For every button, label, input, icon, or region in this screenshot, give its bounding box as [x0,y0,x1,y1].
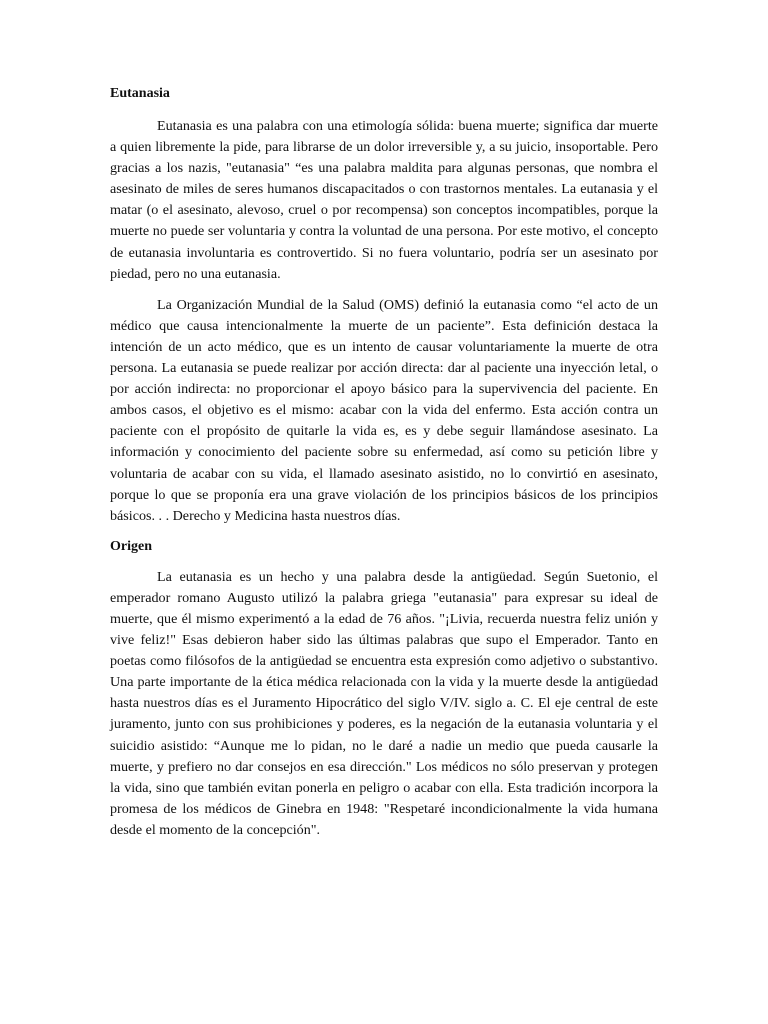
section-heading-origen: Origen [110,538,152,554]
document-page [110,84,658,851]
paragraph-definition: Eutanasia es una palabra con una etimología sólida: buena muerte; significa dar muerte a quien libremente la pide, para librarse de un dolor irreversible y, a su juicio, insoportable. Pero gracias a los nazis, "eutanasia" “es una palabra maldita para algunas personas, que nombra el asesinato de miles de seres humanos discapacitados o con trastornos mentales. La eutanasia y el matar (o el asesinato, alevoso, cruel o por recompensa) son conceptos incompatibles, porque la muerte no puede ser voluntaria y contra la voluntad de una persona. Por este motivo, el concepto de eutanasia involuntaria es controvertido. Si no fuera voluntario, podría ser un asesinato por piedad, pero no una eutanasia. [110,118,658,282]
section-heading-eutanasia: Eutanasia [110,86,170,101]
paragraph-oms: La Organización Mundial de la Salud (OMS) definió la eutanasia como “el acto de un médico que causa intencionalmente la muerte de un paciente”. Esta definición destaca la intención de un acto médico, que es un intento de causar voluntariamente la muerte de otra persona. La eutanasia se puede realizar por acción directa: dar al paciente una inyección letal, o por acción indirecta: no proporcionar el apoyo básico para la supervivencia del paciente. En ambos casos, el objetivo es el mismo: acabar con la vida del enfermo. Esta acción contra un paciente con el propósito de quitarle la vida es, es y debe seguir llamándose asesinato. La información y conocimiento del paciente sobre su enfermedad, así como su petición libre y voluntaria de acabar con su vida, el llamado asesinato asistido, no lo convirtió en asesinato, porque lo que se proponía era una grave violación de los principios básicos de los principios básicos. . . Derecho y Medicina hasta nuestros días. [110,296,658,524]
paragraph-origen: La eutanasia es un hecho y una palabra desde la antigüedad. Según Suetonio, el emperador romano Augusto utilizó la palabra griega "eutanasia" para expresar su ideal de muerte, que él mismo experimentó a la edad de 76 años. "¡Livia, recuerda nuestra feliz unión y vive feliz!" Esas debieron haber sido las últimas palabras que supo el Emperador. Tanto en poetas como filósofos de la antigüedad se encuentra esta expresión como adjetivo o substantivo. Una parte importante de la ética médica relacionada con la vida y la muerte desde la antigüedad hasta nuestros días es el Juramento Hipocrático del siglo V/IV. siglo a. C. El eje central de este juramento, junto con sus prohibiciones y poderes, es la negación de la eutanasia voluntaria y el suicidio asistido: “Aunque me lo pidan, no le daré a nadie un medio que pueda causarle la muerte, y prefiero no dar consejos en esa dirección." Los médicos no sólo preservan y protegen la vida, sino que también evitan ponerla en peligro o acabar con ella. Esta tradición incorpora la promesa de los médicos de Ginebra en 1948: "Respetaré incondicionalmente la vida humana desde el momento de la concepción". [110,568,658,838]
